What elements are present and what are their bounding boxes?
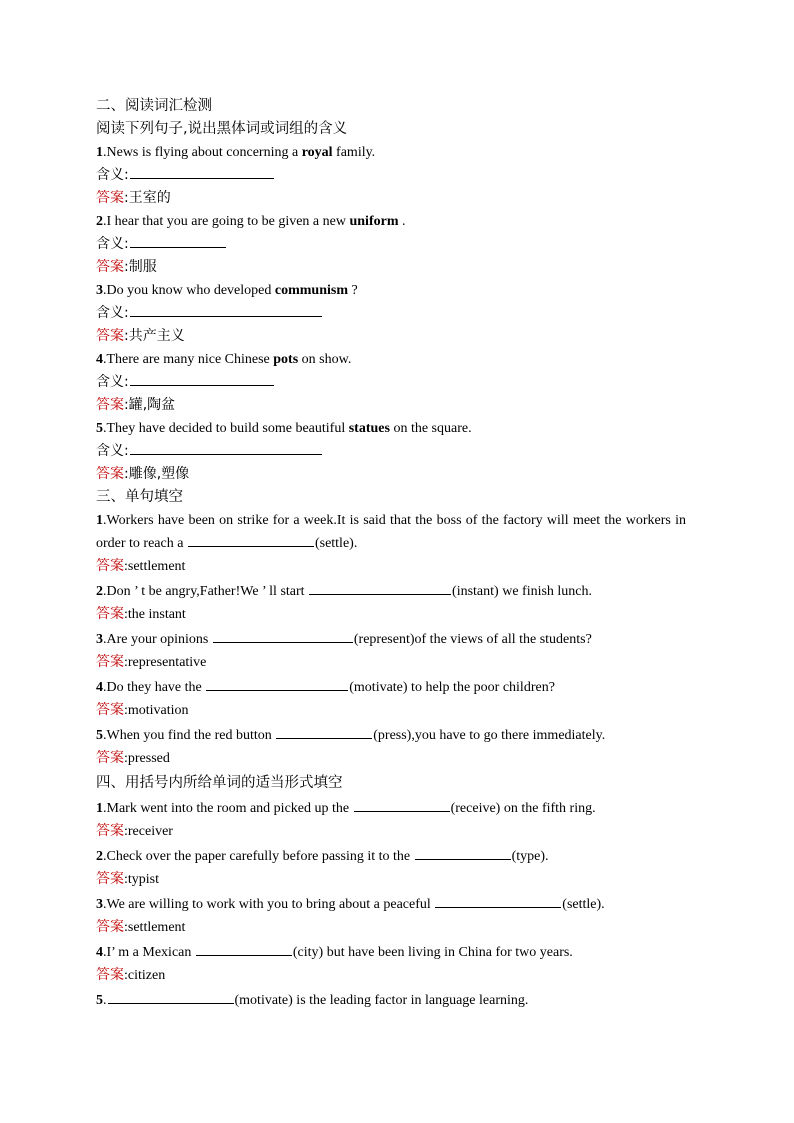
question-number: 3 xyxy=(96,897,103,912)
answer-label: 答案 xyxy=(96,466,124,482)
meaning-label: 含义: xyxy=(96,443,129,459)
question-text: .They have decided to build some beautiful xyxy=(103,421,349,436)
answer-text: :制服 xyxy=(124,259,157,275)
question-hint: (settle). xyxy=(562,897,605,912)
answer-blank[interactable] xyxy=(213,628,353,643)
question-number: 1 xyxy=(96,145,103,160)
question-text: .Do they have the xyxy=(103,680,206,695)
question-number: 3 xyxy=(96,632,103,647)
question-number: 2 xyxy=(96,849,103,864)
meaning-line xyxy=(96,440,686,463)
exercise-sheet xyxy=(96,95,686,1012)
question-hint: (represent)of the views of all the students? xyxy=(353,632,592,647)
question-text: .Check over the paper carefully before passing it to the xyxy=(103,849,414,864)
question-number: 1 xyxy=(96,513,103,528)
question xyxy=(96,941,686,964)
answer-blank[interactable] xyxy=(354,797,450,812)
question xyxy=(96,141,686,164)
question-hint: (motivate) to help the poor children? xyxy=(349,680,555,695)
question xyxy=(96,509,686,555)
meaning-line xyxy=(96,302,686,325)
question xyxy=(96,348,686,371)
question-text: .I hear that you are going to be given a new xyxy=(103,214,350,229)
answer-blank[interactable] xyxy=(415,845,511,860)
question-text: on the square. xyxy=(389,421,472,436)
question-text: .When you find the red button xyxy=(103,728,276,743)
answer-blank[interactable] xyxy=(435,893,561,908)
question-text: .Are your opinions xyxy=(103,632,212,647)
answer-label: 答案 xyxy=(96,606,124,622)
keyword: royal xyxy=(301,145,333,160)
question-text: .There are many nice Chinese xyxy=(103,352,274,367)
keyword: communism xyxy=(274,283,348,298)
question-text: .Mark went into the room and picked up the xyxy=(103,801,353,816)
section-4-heading: 四、用括号内所给单词的适当形式填空 xyxy=(96,775,343,791)
answer-blank[interactable] xyxy=(130,233,226,248)
answer-line xyxy=(96,699,686,722)
keyword: uniform xyxy=(349,214,399,229)
question-text: ? xyxy=(348,283,358,298)
answer-line xyxy=(96,868,686,891)
answer-blank[interactable] xyxy=(196,941,292,956)
answer-label: 答案 xyxy=(96,823,124,839)
answer-label: 答案 xyxy=(96,871,124,887)
meaning-label: 含义: xyxy=(96,374,129,390)
question-number: 2 xyxy=(96,584,103,599)
answer-label: 答案 xyxy=(96,702,124,718)
question xyxy=(96,628,686,651)
question-number: 2 xyxy=(96,214,103,229)
answer-line xyxy=(96,651,686,674)
meaning-line xyxy=(96,233,686,256)
question-text: on show. xyxy=(298,352,352,367)
keyword: pots xyxy=(273,352,299,367)
answer-line xyxy=(96,394,686,417)
question-hint: (instant) we finish lunch. xyxy=(452,584,593,599)
answer-text: :representative xyxy=(124,655,207,670)
question-number: 5 xyxy=(96,421,103,436)
question-number: 1 xyxy=(96,801,103,816)
answer-line xyxy=(96,747,686,770)
question-text: . xyxy=(398,214,406,229)
meaning-label: 含义: xyxy=(96,167,129,183)
answer-label: 答案 xyxy=(96,397,124,413)
question-number: 5 xyxy=(96,993,103,1008)
answer-text: :共产主义 xyxy=(124,328,185,344)
section-3-heading: 三、单句填空 xyxy=(96,489,183,505)
question xyxy=(96,580,686,603)
question xyxy=(96,676,686,699)
question xyxy=(96,279,686,302)
answer-blank[interactable] xyxy=(130,164,274,179)
question-text: .News is flying about concerning a xyxy=(103,145,302,160)
answer-text: :settlement xyxy=(124,920,186,935)
answer-line xyxy=(96,187,686,210)
answer-line xyxy=(96,555,686,578)
answer-text: :receiver xyxy=(124,824,173,839)
question xyxy=(96,893,686,916)
answer-text: :pressed xyxy=(124,751,170,766)
answer-text: :the instant xyxy=(124,607,186,622)
answer-line xyxy=(96,325,686,348)
answer-text: :settlement xyxy=(124,559,186,574)
question-text: .Do you know who developed xyxy=(103,283,275,298)
meaning-line xyxy=(96,164,686,187)
answer-line xyxy=(96,916,686,939)
answer-label: 答案 xyxy=(96,259,124,275)
question-number: 4 xyxy=(96,945,103,960)
question-hint: (settle). xyxy=(314,536,358,551)
question-hint: (press),you have to go there immediately. xyxy=(373,728,606,743)
answer-label: 答案 xyxy=(96,967,124,983)
answer-text: :typist xyxy=(124,872,160,887)
question xyxy=(96,417,686,440)
answer-text: :citizen xyxy=(124,968,166,983)
answer-label: 答案 xyxy=(96,750,124,766)
answer-blank[interactable] xyxy=(309,580,451,595)
question-text: . xyxy=(103,993,107,1008)
question-text: .I’ m a Mexican xyxy=(103,945,195,960)
question xyxy=(96,210,686,233)
answer-blank[interactable] xyxy=(206,676,348,691)
question-number: 4 xyxy=(96,352,103,367)
answer-label: 答案 xyxy=(96,190,124,206)
answer-label: 答案 xyxy=(96,919,124,935)
answer-text: :王室的 xyxy=(124,190,171,206)
section-2-instruction: 阅读下列句子,说出黑体词或词组的含义 xyxy=(96,121,348,137)
meaning-line xyxy=(96,371,686,394)
answer-text: :motivation xyxy=(124,703,189,718)
question xyxy=(96,845,686,868)
meaning-label: 含义: xyxy=(96,236,129,252)
keyword: statues xyxy=(348,421,390,436)
question-text: family. xyxy=(332,145,376,160)
question-number: 5 xyxy=(96,728,103,743)
question-text: .We are willing to work with you to bring about a peaceful xyxy=(103,897,435,912)
answer-blank[interactable] xyxy=(188,532,314,547)
answer-label: 答案 xyxy=(96,328,124,344)
question-hint: (motivate) is the leading factor in language learning. xyxy=(234,993,529,1008)
answer-line xyxy=(96,463,686,486)
answer-blank[interactable] xyxy=(130,440,322,455)
meaning-label: 含义: xyxy=(96,305,129,321)
answer-line xyxy=(96,603,686,626)
question-hint: (receive) on the fifth ring. xyxy=(450,801,596,816)
question xyxy=(96,724,686,747)
answer-line xyxy=(96,820,686,843)
answer-line xyxy=(96,964,686,987)
question-hint: (city) but have been living in China for two years. xyxy=(292,945,573,960)
answer-blank[interactable] xyxy=(130,371,274,386)
question-number: 3 xyxy=(96,283,103,298)
question-text: .Don ’ t be angry,Father!We ’ ll start xyxy=(103,584,309,599)
question-number: 4 xyxy=(96,680,103,695)
answer-label: 答案 xyxy=(96,654,124,670)
question xyxy=(96,989,686,1012)
question xyxy=(96,797,686,820)
answer-label: 答案 xyxy=(96,558,124,574)
answer-blank[interactable] xyxy=(130,302,322,317)
question-hint: (type). xyxy=(511,849,549,864)
question-text: .Workers have been on strike for a week.It is said that the boss of the factory will meet the workers in order to reach a xyxy=(96,513,686,551)
answer-line xyxy=(96,256,686,279)
answer-text: :罐,陶盆 xyxy=(124,397,176,413)
answer-blank[interactable] xyxy=(276,724,372,739)
answer-text: :雕像,塑像 xyxy=(124,466,190,482)
answer-blank[interactable] xyxy=(108,989,234,1004)
section-2-heading: 二、阅读词汇检测 xyxy=(96,98,212,114)
